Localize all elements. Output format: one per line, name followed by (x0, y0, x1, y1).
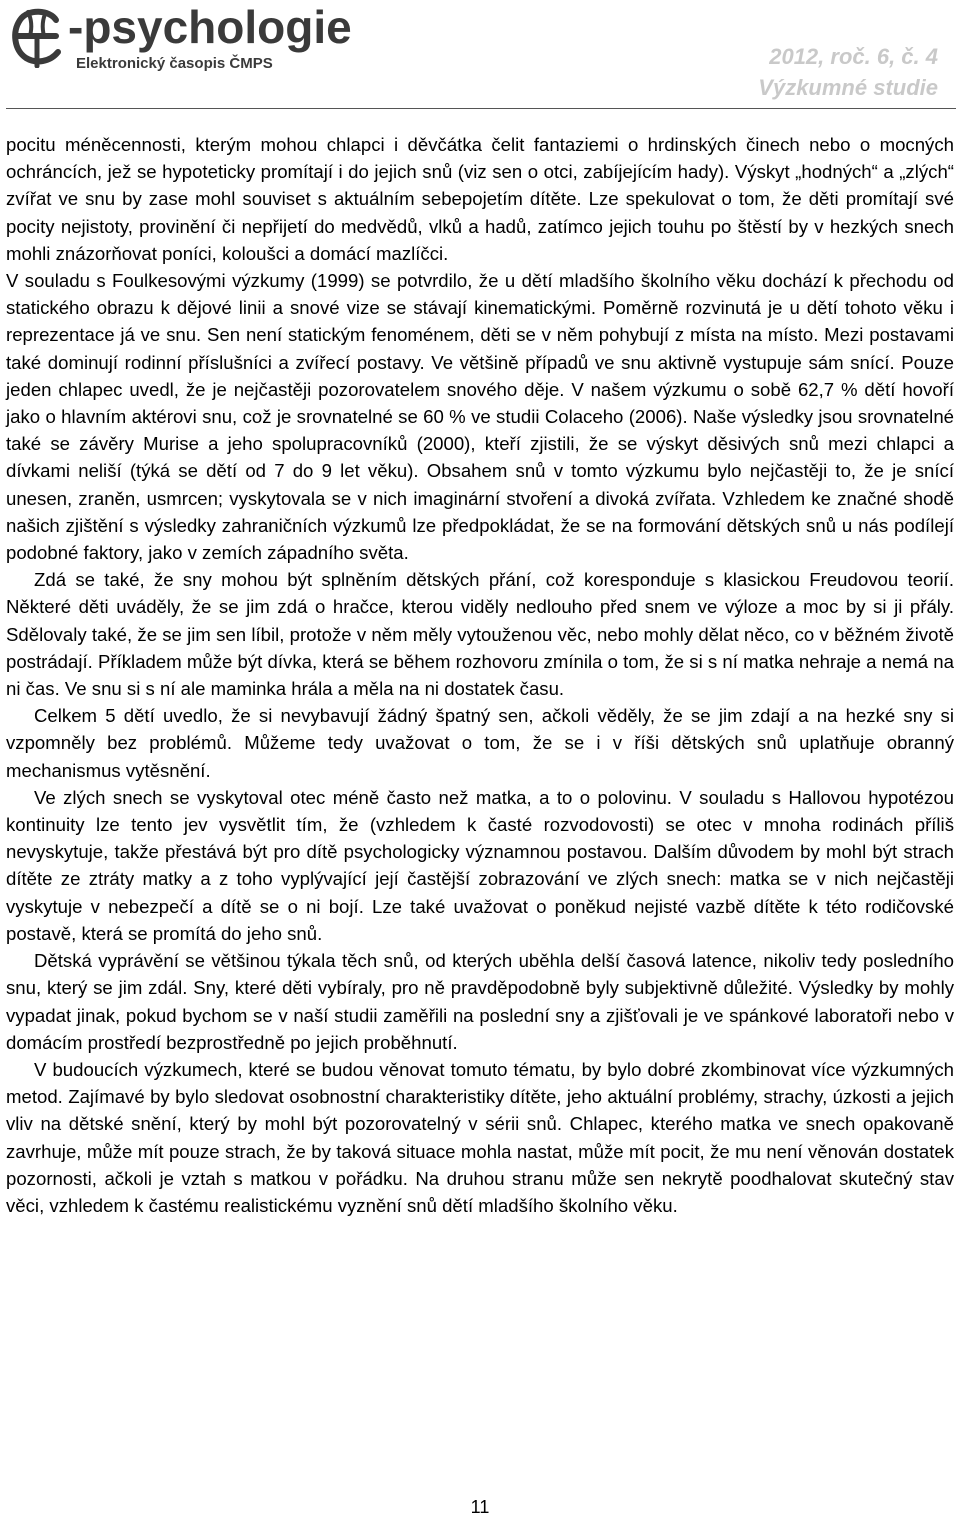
journal-subtitle: Elektronický časopis ČMPS (76, 55, 273, 72)
paragraph: V budoucích výzkumech, které se budou věnovat tomuto tématu, by bylo dobré zkombinovat více výzkumných metod. Zajímavé by bylo sledovat osobnostní charakteristiky dítěte, jeho aktuální problémy, strachy, úzkosti a jejich vliv na dětské snění, který by mohl být pozorovatelný v sérii snů. Chlapec, kterého matka ve snech opakovaně zavrhuje, může mít pouze strach, že by taková situace mohla nastat, může mít pocit, že mu není věnován dostatek pozornosti, ačkoli je vztah s matkou v pořádku. Na druhou stranu může sen nekrytě poodhalovat skutečný stav věci, vzhledem k častému realistickému vyznění snů dětí mladšího školního věku. (6, 1058, 954, 1216)
article-body (6, 131, 954, 1219)
page-number: 11 (470, 1497, 490, 1517)
journal-logo (10, 1, 390, 72)
paragraph: pocitu méněcennosti, kterým mohou chlapci i děvčátka čelit fantaziemi o hrdinských činech nebo o mocných ochráncích, jež se hypoteticky promítají i do jejich snů (viz sen o otci, zabíjejícím hady). Výskyt „hodných“ a „zlých“ zvířat ve snu by zase mohl souviset s aktuálním sebepojetím dítěte. Lze spekulovat o tom, že děti promítají své pocity nejistoty, provinění či nepřijetí do medvědů, vlků a hadů, zatímco jejich touhu po štěstí by v hezkých snech mohli znázorňovat poníci, koloušci a domácí mazlíčci. (6, 134, 954, 264)
paragraph: Celkem 5 dětí uvedlo, že si nevybavují žádný špatný sen, ačkoli věděly, že se jim zdají a na hezké sny si vzpomněly bez problémů. Můžeme tedy uvažovat o tom, že se i v říši dětských snů uplatňuje obranný mechanismus vytěsnění. (6, 705, 954, 781)
page-header (0, 0, 960, 110)
paragraph: Ve zlých snech se vyskytoval otec méně často než matka, a to o polovinu. V souladu s Hallovou hypotézou kontinuity lze tento jev vysvětlit tím, že (vzhledem k časté rozvodovosti) se otec v mnoha rodinách příliš nevyskytuje, takže přestává být pro dítě psychologicky významnou postavou. Dalším důvodem by mohl být strach dítěte ze ztráty matky a z toho vyplývající její častější zobrazování ve zlých snech: matka se v nich nejčastěji vyskytuje v nebezpečí a dítě se o ni bojí. Lze také uvažovat o poněkud nejisté vazbě dítěte k této rodičovské postavě, která se promítá do jeho snů. (6, 786, 954, 944)
header-divider (6, 108, 956, 109)
paragraph: Dětská vyprávění se většinou týkala těch snů, od kterých uběhla delší časová latence, nikoliv tedy posledního snu, který se jim zdál. Sny, které děti vybíraly, pro ně pravděpodobně byly subjektivně důležité. Výsledky by mohly vypadat jinak, pokud bychom se v naší studii zaměřili na poslední sny a zjišťovali je ve spánkové laboratoři nebo v domácím prostředí bezprostředně po jejich proběhnutí. (6, 950, 954, 1053)
issue-label: 2012, roč. 6, č. 4 (769, 44, 938, 69)
journal-name: -psychologie (68, 1, 352, 53)
section-label: Výzkumné studie (758, 75, 938, 100)
paragraph: V souladu s Foulkesovými výzkumy (1999) se potvrdilo, že u dětí mladšího školního věku dochází k přechodu od statického obrazu k dějové linii a snové vize se stávají kinematickými. Poměrně rozvinutá je u dětí tohoto věku i reprezentace já ve snu. Sen není statickým fenoménem, děti se v něm pohybují z místa na místo. Mezi postavami také dominují rodinní příslušníci a zvířecí postavy. Ve většině případů ve snu aktivně vystupuje sám snící. Pouze jeden chlapec uvedl, že je nejčastěji pozorovatelem snového děje. V našem výzkumu o sobě 62,7 % dětí hovoří jako o hlavním aktérovi snu, což je srovnatelné se 60 % ve studii Colaceho (2006). Naše výsledky jsou srovnatelné také se závěry Murise a jeho spolupracovníků (2000), kteří zjistili, že se výskyt děsivých snů mezi chlapci a dívkami neliší (týká se dětí od 7 do 9 let věku). Obsahem snů v tomto výzkumu bylo nejčastěji to, že je snící unesen, zraněn, usmrcen; vyskytovala se v nich imaginární stvoření a divoká zvířata. Vzhledem ke značné shodě našich zjištění s výsledky zahraničních výzkumů lze předpokládat, že se na formování dětských snů u nás podílejí podobné faktory, jako v zemích západního světa. (6, 270, 954, 564)
paragraph: Zdá se také, že sny mohou být splněním dětských přání, což koresponduje s klasickou Freudovou teorií. Některé děti uváděly, že se jim zdá o hračce, kterou viděly nedlouho před snem ve výloze a moc by si ji přály. Sdělovaly také, že se jim sen líbil, protože v něm měly vytouženou věc, nebo mohly dělat něco, co v běžném životě postrádají. Příkladem může být dívka, která se během rozhovoru zmínila o tom, že si s ní matka nehraje a nemá na ni čas. Ve snu si s ní ale maminka hrála a měla na ni dostatek času. (6, 569, 954, 700)
e-psychologie-logo-icon (10, 6, 66, 68)
